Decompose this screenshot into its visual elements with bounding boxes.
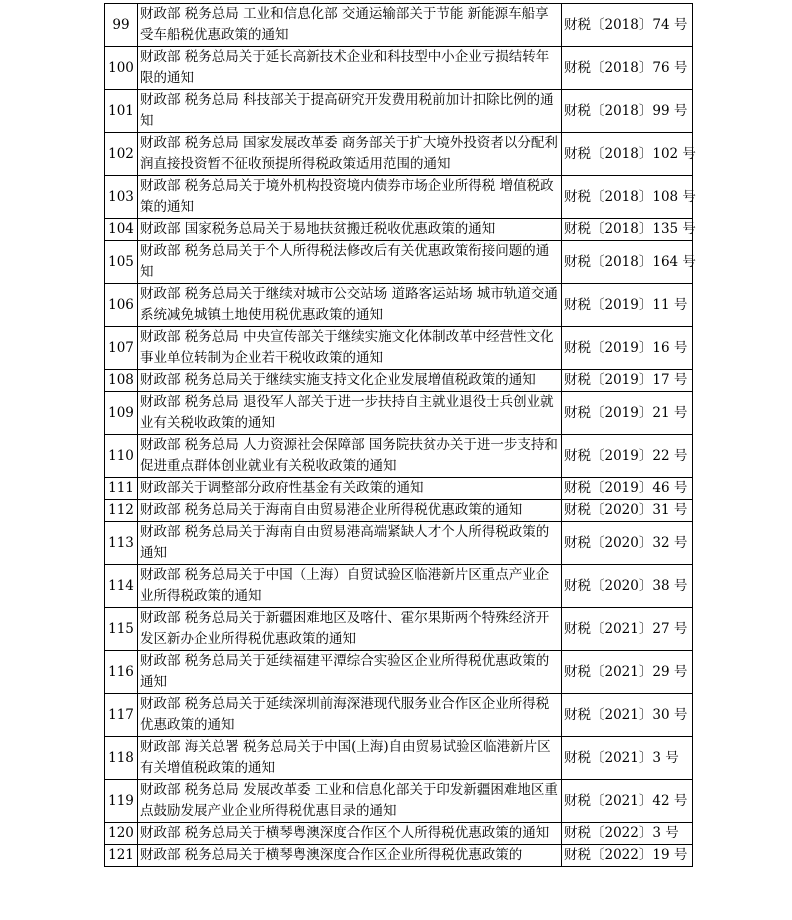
table-row (105, 47, 693, 90)
document-number: 财税〔2019〕46 号 (562, 478, 693, 500)
row-number: 119 (105, 780, 138, 823)
row-number: 114 (105, 565, 138, 608)
policy-title: 财政部 国家税务总局关于易地扶贫搬迁税收优惠政策的通知 (138, 219, 562, 241)
policy-title: 财政部 税务总局关于延续深圳前海深港现代服务业合作区企业所得税优惠政策的通知 (138, 694, 562, 737)
row-number: 107 (105, 327, 138, 370)
policy-title: 财政部 税务总局关于海南自由贸易港企业所得税优惠政策的通知 (138, 500, 562, 522)
document-number: 财税〔2019〕17 号 (562, 370, 693, 392)
table-row (105, 845, 693, 867)
table-row (105, 608, 693, 651)
row-number: 112 (105, 500, 138, 522)
policy-title: 财政部 海关总署 税务总局关于中国(上海)自由贸易试验区临港新片区有关增值税政策的通知 (138, 737, 562, 780)
row-number: 99 (105, 4, 138, 47)
table-row (105, 176, 693, 219)
policy-title: 财政部 税务总局关于个人所得税法修改后有关优惠政策衔接问题的通知 (138, 241, 562, 284)
document-number: 财税〔2021〕29 号 (562, 651, 693, 694)
table-row (105, 392, 693, 435)
document-number: 财税〔2018〕76 号 (562, 47, 693, 90)
table-row (105, 651, 693, 694)
document-number: 财税〔2018〕99 号 (562, 90, 693, 133)
policy-title: 财政部 税务总局关于中国（上海）自贸试验区临港新片区重点产业企业所得税政策的通知 (138, 565, 562, 608)
table-row (105, 823, 693, 845)
document-number: 财税〔2020〕31 号 (562, 500, 693, 522)
table-row (105, 241, 693, 284)
policy-title: 财政部 税务总局 中央宣传部关于继续实施文化体制改革中经营性文化事业单位转制为企业若干税收政策的通知 (138, 327, 562, 370)
policy-title: 财政部 税务总局关于延长高新技术企业和科技型中小企业亏损结转年限的通知 (138, 47, 562, 90)
policy-title: 财政部 税务总局关于境外机构投资境内债券市场企业所得税 增值税政策的通知 (138, 176, 562, 219)
row-number: 113 (105, 522, 138, 565)
document-number: 财税〔2018〕108 号 (562, 176, 693, 219)
document-number: 财税〔2021〕3 号 (562, 737, 693, 780)
policy-title: 财政部 税务总局 发展改革委 工业和信息化部关于印发新疆困难地区重点鼓励发展产业企业所得税优惠目录的通知 (138, 780, 562, 823)
row-number: 116 (105, 651, 138, 694)
document-number: 财税〔2022〕19 号 (562, 845, 693, 867)
table-row (105, 219, 693, 241)
table-row (105, 522, 693, 565)
table-row (105, 435, 693, 478)
document-number: 财税〔2019〕11 号 (562, 284, 693, 327)
policy-title: 财政部 税务总局关于继续实施支持文化企业发展增值税政策的通知 (138, 370, 562, 392)
table-row (105, 133, 693, 176)
table-row (105, 565, 693, 608)
row-number: 121 (105, 845, 138, 867)
policy-title: 财政部 税务总局关于海南自由贸易港高端紧缺人才个人所得税政策的通知 (138, 522, 562, 565)
table-row (105, 500, 693, 522)
document-number: 财税〔2021〕27 号 (562, 608, 693, 651)
row-number: 110 (105, 435, 138, 478)
document-number: 财税〔2020〕32 号 (562, 522, 693, 565)
document-number: 财税〔2018〕164 号 (562, 241, 693, 284)
row-number: 115 (105, 608, 138, 651)
policy-title: 财政部 税务总局 工业和信息化部 交通运输部关于节能 新能源车船享受车船税优惠政策的通知 (138, 4, 562, 47)
policy-title: 财政部 税务总局 科技部关于提高研究开发费用税前加计扣除比例的通知 (138, 90, 562, 133)
row-number: 102 (105, 133, 138, 176)
document-number: 财税〔2021〕30 号 (562, 694, 693, 737)
policy-title: 财政部 税务总局 退役军人部关于进一步扶持自主就业退役士兵创业就业有关税收政策的通知 (138, 392, 562, 435)
table-row (105, 284, 693, 327)
document-number: 财税〔2020〕38 号 (562, 565, 693, 608)
row-number: 111 (105, 478, 138, 500)
table-row (105, 327, 693, 370)
row-number: 106 (105, 284, 138, 327)
row-number: 101 (105, 90, 138, 133)
document-number: 财税〔2019〕21 号 (562, 392, 693, 435)
row-number: 118 (105, 737, 138, 780)
policy-title: 财政部 税务总局关于横琴粤澳深度合作区企业所得税优惠政策的 (138, 845, 562, 867)
row-number: 105 (105, 241, 138, 284)
table-row (105, 90, 693, 133)
row-number: 100 (105, 47, 138, 90)
row-number: 103 (105, 176, 138, 219)
policy-title: 财政部关于调整部分政府性基金有关政策的通知 (138, 478, 562, 500)
row-number: 117 (105, 694, 138, 737)
document-number: 财税〔2022〕3 号 (562, 823, 693, 845)
row-number: 104 (105, 219, 138, 241)
table-row (105, 694, 693, 737)
table-row (105, 478, 693, 500)
table-row (105, 370, 693, 392)
row-number: 109 (105, 392, 138, 435)
policy-title: 财政部 税务总局关于横琴粤澳深度合作区个人所得税优惠政策的通知 (138, 823, 562, 845)
table-row (105, 737, 693, 780)
table-row (105, 4, 693, 47)
row-number: 120 (105, 823, 138, 845)
policy-title: 财政部 税务总局关于继续对城市公交站场 道路客运站场 城市轨道交通系统减免城镇土地使用税优惠政策的通知 (138, 284, 562, 327)
policy-title: 财政部 税务总局关于延续福建平潭综合实验区企业所得税优惠政策的通知 (138, 651, 562, 694)
policy-title: 财政部 税务总局关于新疆困难地区及喀什、霍尔果斯两个特殊经济开发区新办企业所得税优惠政策的通知 (138, 608, 562, 651)
table-body (105, 4, 696, 867)
document-number: 财税〔2021〕42 号 (562, 780, 693, 823)
policy-title: 财政部 税务总局 国家发展改革委 商务部关于扩大境外投资者以分配利润直接投资暂不征收预提所得税政策适用范围的通知 (138, 133, 562, 176)
table-row (105, 780, 693, 823)
policy-table (104, 3, 696, 867)
document-number: 财税〔2018〕102 号 (562, 133, 693, 176)
document-number: 财税〔2018〕135 号 (562, 219, 693, 241)
document-number: 财税〔2018〕74 号 (562, 4, 693, 47)
policy-title: 财政部 税务总局 人力资源社会保障部 国务院扶贫办关于进一步支持和促进重点群体创业就业有关税收政策的通知 (138, 435, 562, 478)
document-number: 财税〔2019〕16 号 (562, 327, 693, 370)
row-number: 108 (105, 370, 138, 392)
document-number: 财税〔2019〕22 号 (562, 435, 693, 478)
